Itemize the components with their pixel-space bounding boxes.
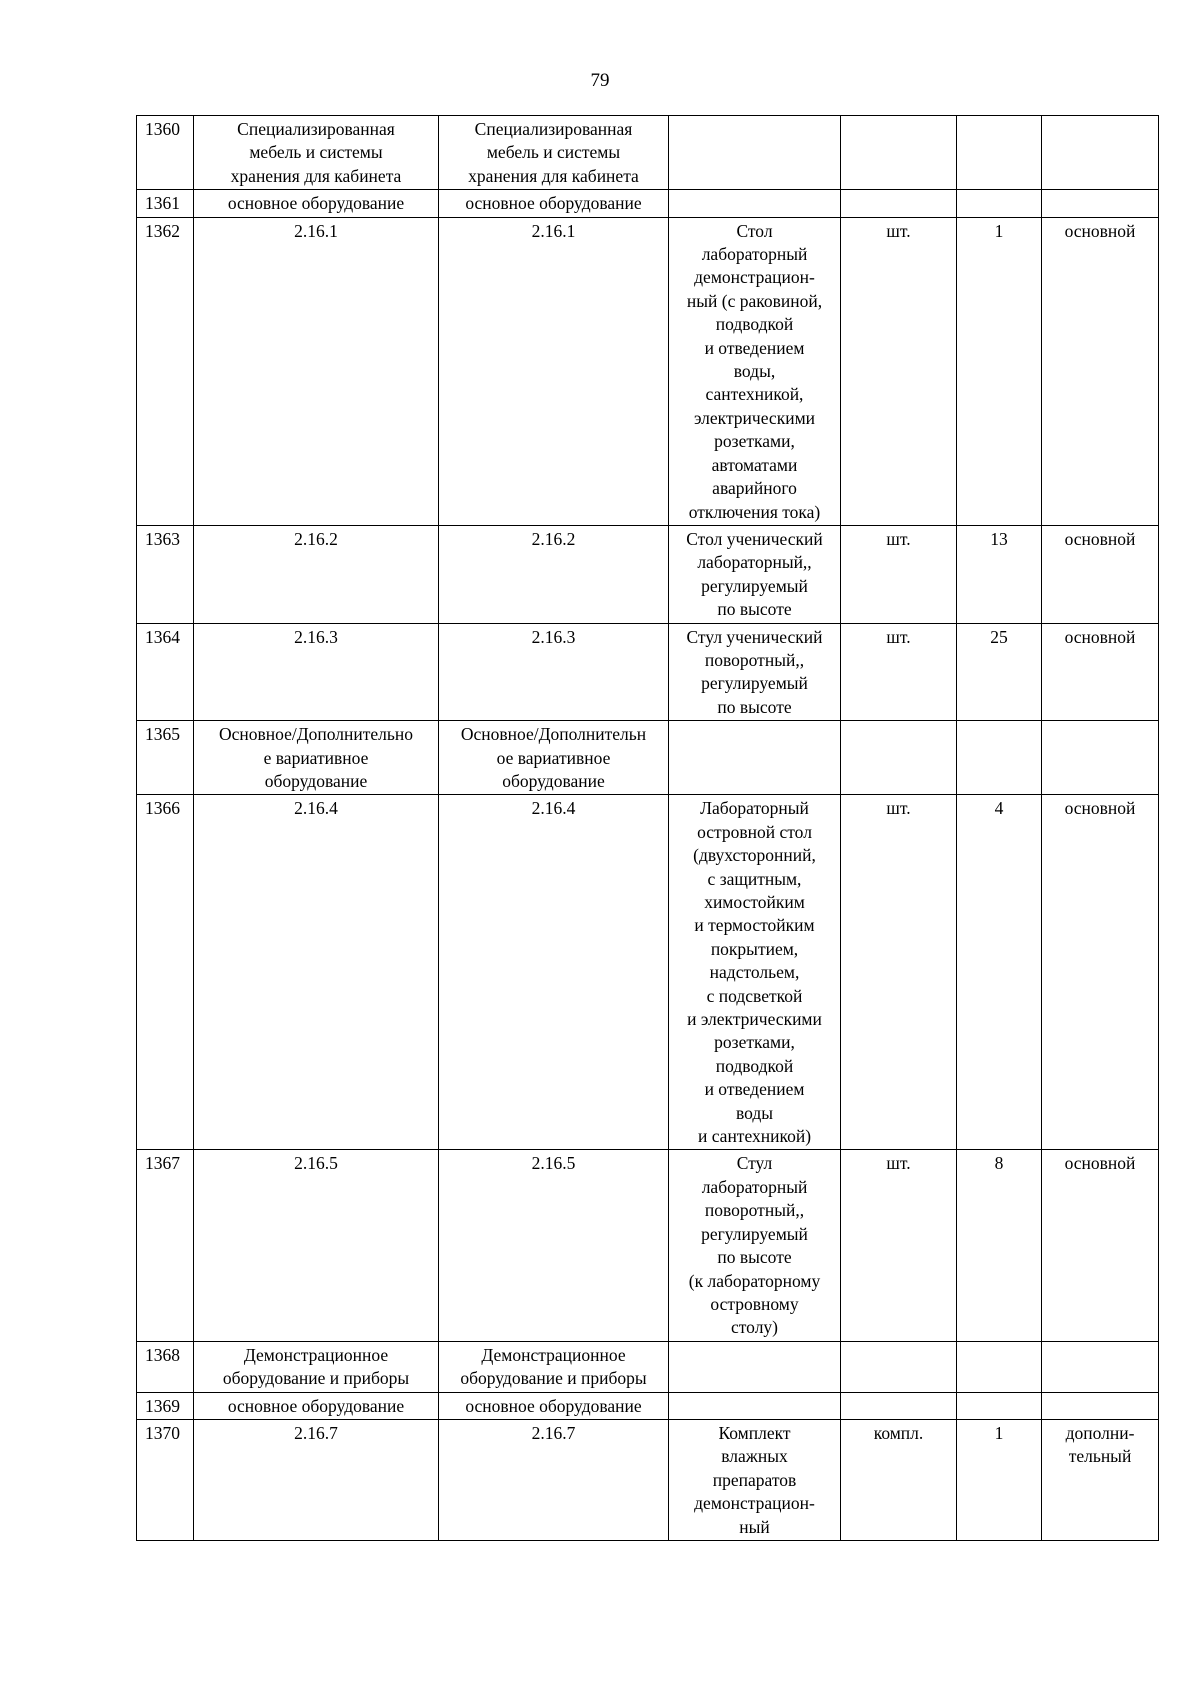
row-number-cell: 1364: [137, 623, 194, 721]
cell-text-line: ое вариативное: [496, 747, 611, 768]
cell-text-line: 2.16.7: [294, 1422, 338, 1443]
cell-text-line: Стул ученический: [686, 626, 823, 647]
cell-text-line: регулируемый: [701, 673, 808, 694]
table-row: [137, 795, 1159, 1150]
cell-text-line: электрическими: [693, 407, 816, 428]
cell-text-line: 2.16.3: [294, 626, 338, 647]
cell-text-line: мебель и системы: [486, 142, 621, 163]
cell-text-line: регулируемый: [701, 575, 808, 596]
equipment-type-cell: [1042, 525, 1159, 623]
cell-text-line: по высоте: [717, 696, 792, 717]
cell-text-line: основное оборудование: [465, 1395, 642, 1416]
cell-text-line: (двухсторонний,: [693, 845, 816, 866]
unit-cell: [841, 190, 957, 217]
section-code-cell: [439, 1419, 669, 1540]
table-row: [137, 1150, 1159, 1341]
table-body: [137, 116, 1159, 1541]
cell-text-line: хранения для кабинета: [468, 165, 639, 186]
cell-text-line: автоматами: [711, 454, 798, 475]
cell-text-line: Комплект: [718, 1422, 791, 1443]
cell-text-line: 2.16.7: [531, 1422, 576, 1443]
row-number-cell: 1366: [137, 795, 194, 1150]
cell-text-line: оборудование: [502, 770, 605, 791]
row-number-cell: 1362: [137, 217, 194, 525]
item-name-cell: [669, 795, 841, 1150]
section-name-cell: [194, 116, 439, 190]
cell-text-line: ный (с раковиной,: [686, 290, 823, 311]
section-name-cell: [194, 1419, 439, 1540]
quantity-cell: [957, 190, 1042, 217]
item-name-cell: [669, 525, 841, 623]
quantity-cell: [957, 1392, 1042, 1419]
cell-text-line: Стол ученический: [686, 528, 823, 549]
item-name-cell: [669, 1419, 841, 1540]
cell-text-line: 2.16.2: [294, 528, 338, 549]
cell-text-line: отключения тока): [688, 501, 821, 522]
equipment-type-cell: [1042, 217, 1159, 525]
cell-text-line: Лабораторный: [700, 798, 809, 819]
equipment-type-cell: [1042, 795, 1159, 1150]
cell-text-line: с подсветкой: [706, 985, 803, 1006]
cell-text-line: основной: [1064, 1153, 1136, 1174]
table-row: [137, 1341, 1159, 1392]
section-code-cell: [439, 190, 669, 217]
quantity-cell: 1: [957, 1419, 1042, 1540]
cell-text-line: 2.16.3: [531, 626, 576, 647]
item-name-cell: [669, 190, 841, 217]
cell-text-line: по высоте: [717, 1247, 792, 1268]
cell-text-line: основное оборудование: [465, 193, 642, 214]
cell-text-line: (к лабораторному: [688, 1270, 821, 1291]
cell-text-line: воды,: [733, 361, 776, 382]
section-code-cell: [439, 1392, 669, 1419]
section-name-cell: [194, 1392, 439, 1419]
section-name-cell: [194, 217, 439, 525]
cell-text-line: и отведением: [704, 337, 805, 358]
row-number-cell: 1360: [137, 116, 194, 190]
row-number-cell: 1365: [137, 721, 194, 795]
unit-cell: шт.: [841, 623, 957, 721]
cell-text-line: мебель и системы: [249, 142, 383, 163]
equipment-type-cell: [1042, 1419, 1159, 1540]
cell-text-line: сантехникой,: [705, 384, 804, 405]
cell-text-line: Демонстрационное: [243, 1344, 389, 1365]
cell-text-line: и сантехникой): [697, 1126, 812, 1147]
unit-cell: шт.: [841, 525, 957, 623]
equipment-type-cell: [1042, 1392, 1159, 1419]
unit-cell: шт.: [841, 1150, 957, 1341]
cell-text-line: основной: [1064, 528, 1136, 549]
row-number-cell: 1361: [137, 190, 194, 217]
cell-text-line: и термостойким: [694, 915, 815, 936]
cell-text-line: оборудование и приборы: [222, 1368, 410, 1389]
cell-text-line: островному: [710, 1293, 799, 1314]
row-number-cell: 1369: [137, 1392, 194, 1419]
item-name-cell: [669, 116, 841, 190]
cell-text-line: Стол: [736, 220, 773, 241]
cell-text-line: основное оборудование: [227, 1395, 405, 1416]
cell-text-line: препаратов: [712, 1469, 797, 1490]
cell-text-line: и отведением: [704, 1079, 805, 1100]
table-row: [137, 116, 1159, 190]
equipment-type-cell: [1042, 1341, 1159, 1392]
cell-text-line: Основное/Дополнительн: [460, 724, 647, 745]
unit-cell: [841, 1341, 957, 1392]
row-number-cell: 1367: [137, 1150, 194, 1341]
equipment-table: [136, 115, 1159, 1541]
cell-text-line: с защитным,: [707, 868, 802, 889]
cell-text-line: 2.16.5: [531, 1153, 576, 1174]
table-row: [137, 721, 1159, 795]
cell-text-line: регулируемый: [701, 1223, 808, 1244]
section-name-cell: [194, 1341, 439, 1392]
item-name-cell: [669, 623, 841, 721]
cell-text-line: Стул: [736, 1153, 773, 1174]
equipment-type-cell: [1042, 190, 1159, 217]
section-code-cell: [439, 623, 669, 721]
quantity-cell: [957, 116, 1042, 190]
cell-text-line: Специализированная: [237, 119, 395, 139]
cell-text-line: основное оборудование: [227, 193, 405, 214]
cell-text-line: и электрическими: [687, 1009, 822, 1030]
cell-text-line: лабораторный: [701, 1176, 808, 1197]
quantity-cell: 25: [957, 623, 1042, 721]
table-row: [137, 623, 1159, 721]
quantity-cell: 1: [957, 217, 1042, 525]
equipment-type-cell: [1042, 623, 1159, 721]
cell-text-line: 2.16.5: [294, 1153, 338, 1174]
unit-cell: шт.: [841, 795, 957, 1150]
cell-text-line: подводкой: [715, 314, 794, 335]
equipment-type-cell: [1042, 721, 1159, 795]
cell-text-line: оборудование и приборы: [460, 1368, 647, 1389]
cell-text-line: е вариативное: [263, 747, 369, 768]
quantity-cell: 8: [957, 1150, 1042, 1341]
cell-text-line: Демонстрационное: [481, 1344, 626, 1365]
unit-cell: [841, 721, 957, 795]
unit-cell: компл.: [841, 1419, 957, 1540]
unit-cell: [841, 116, 957, 190]
item-name-cell: [669, 1392, 841, 1419]
cell-text-line: Специализированная: [474, 119, 633, 139]
section-name-cell: [194, 525, 439, 623]
equipment-type-cell: [1042, 116, 1159, 190]
row-number-cell: 1370: [137, 1419, 194, 1540]
table-row: [137, 1392, 1159, 1419]
section-code-cell: [439, 1341, 669, 1392]
cell-text-line: аварийного: [712, 478, 797, 499]
cell-text-line: надстольем,: [709, 962, 800, 983]
cell-text-line: демонстрацион-: [694, 1493, 815, 1514]
section-code-cell: [439, 795, 669, 1150]
cell-text-line: подводкой: [715, 1055, 794, 1076]
section-name-cell: [194, 1150, 439, 1341]
cell-text-line: розетками,: [714, 1032, 795, 1053]
cell-text-line: основной: [1064, 220, 1136, 241]
section-name-cell: [194, 623, 439, 721]
section-code-cell: [439, 721, 669, 795]
item-name-cell: [669, 1341, 841, 1392]
cell-text-line: химостойким: [704, 892, 805, 912]
quantity-cell: 4: [957, 795, 1042, 1150]
cell-text-line: тельный: [1068, 1446, 1132, 1467]
table-row: [137, 1419, 1159, 1540]
cell-text-line: дополни-: [1065, 1422, 1135, 1443]
row-number-cell: 1363: [137, 525, 194, 623]
cell-text-line: воды: [735, 1102, 774, 1123]
row-number-cell: 1368: [137, 1341, 194, 1392]
page-number: 79: [590, 70, 610, 91]
cell-text-line: островной стол: [697, 821, 812, 842]
cell-text-line: розетками,: [714, 431, 795, 452]
item-name-cell: [669, 1150, 841, 1341]
quantity-cell: [957, 721, 1042, 795]
cell-text-line: Основное/Дополнительно: [218, 724, 414, 745]
section-code-cell: [439, 525, 669, 623]
cell-text-line: лабораторный,,: [697, 552, 812, 573]
cell-text-line: 2.16.1: [294, 220, 338, 241]
cell-text-line: оборудование: [264, 770, 368, 791]
equipment-type-cell: [1042, 1150, 1159, 1341]
table-row: [137, 190, 1159, 217]
cell-text-line: 2.16.2: [531, 528, 576, 549]
quantity-cell: 13: [957, 525, 1042, 623]
unit-cell: [841, 1392, 957, 1419]
cell-text-line: ный: [739, 1516, 770, 1537]
cell-text-line: основной: [1064, 626, 1136, 647]
section-name-cell: [194, 721, 439, 795]
section-name-cell: [194, 795, 439, 1150]
item-name-cell: [669, 217, 841, 525]
cell-text-line: хранения для кабинета: [230, 165, 402, 186]
cell-text-line: 2.16.4: [531, 798, 576, 819]
table-row: [137, 525, 1159, 623]
section-code-cell: [439, 1150, 669, 1341]
cell-text-line: демонстрацион-: [694, 267, 815, 288]
cell-text-line: влажных: [721, 1446, 788, 1467]
cell-text-line: поворотный,,: [704, 649, 805, 670]
section-code-cell: [439, 116, 669, 190]
section-name-cell: [194, 190, 439, 217]
cell-text-line: лабораторный: [701, 244, 808, 265]
cell-text-line: 2.16.4: [294, 798, 338, 819]
cell-text-line: покрытием,: [710, 938, 799, 959]
unit-cell: шт.: [841, 217, 957, 525]
cell-text-line: основной: [1064, 798, 1136, 819]
quantity-cell: [957, 1341, 1042, 1392]
cell-text-line: столу): [730, 1317, 778, 1338]
item-name-cell: [669, 721, 841, 795]
cell-text-line: по высоте: [717, 599, 792, 620]
cell-text-line: 2.16.1: [531, 220, 576, 241]
table-row: [137, 217, 1159, 525]
section-code-cell: [439, 217, 669, 525]
cell-text-line: поворотный,,: [704, 1200, 805, 1221]
